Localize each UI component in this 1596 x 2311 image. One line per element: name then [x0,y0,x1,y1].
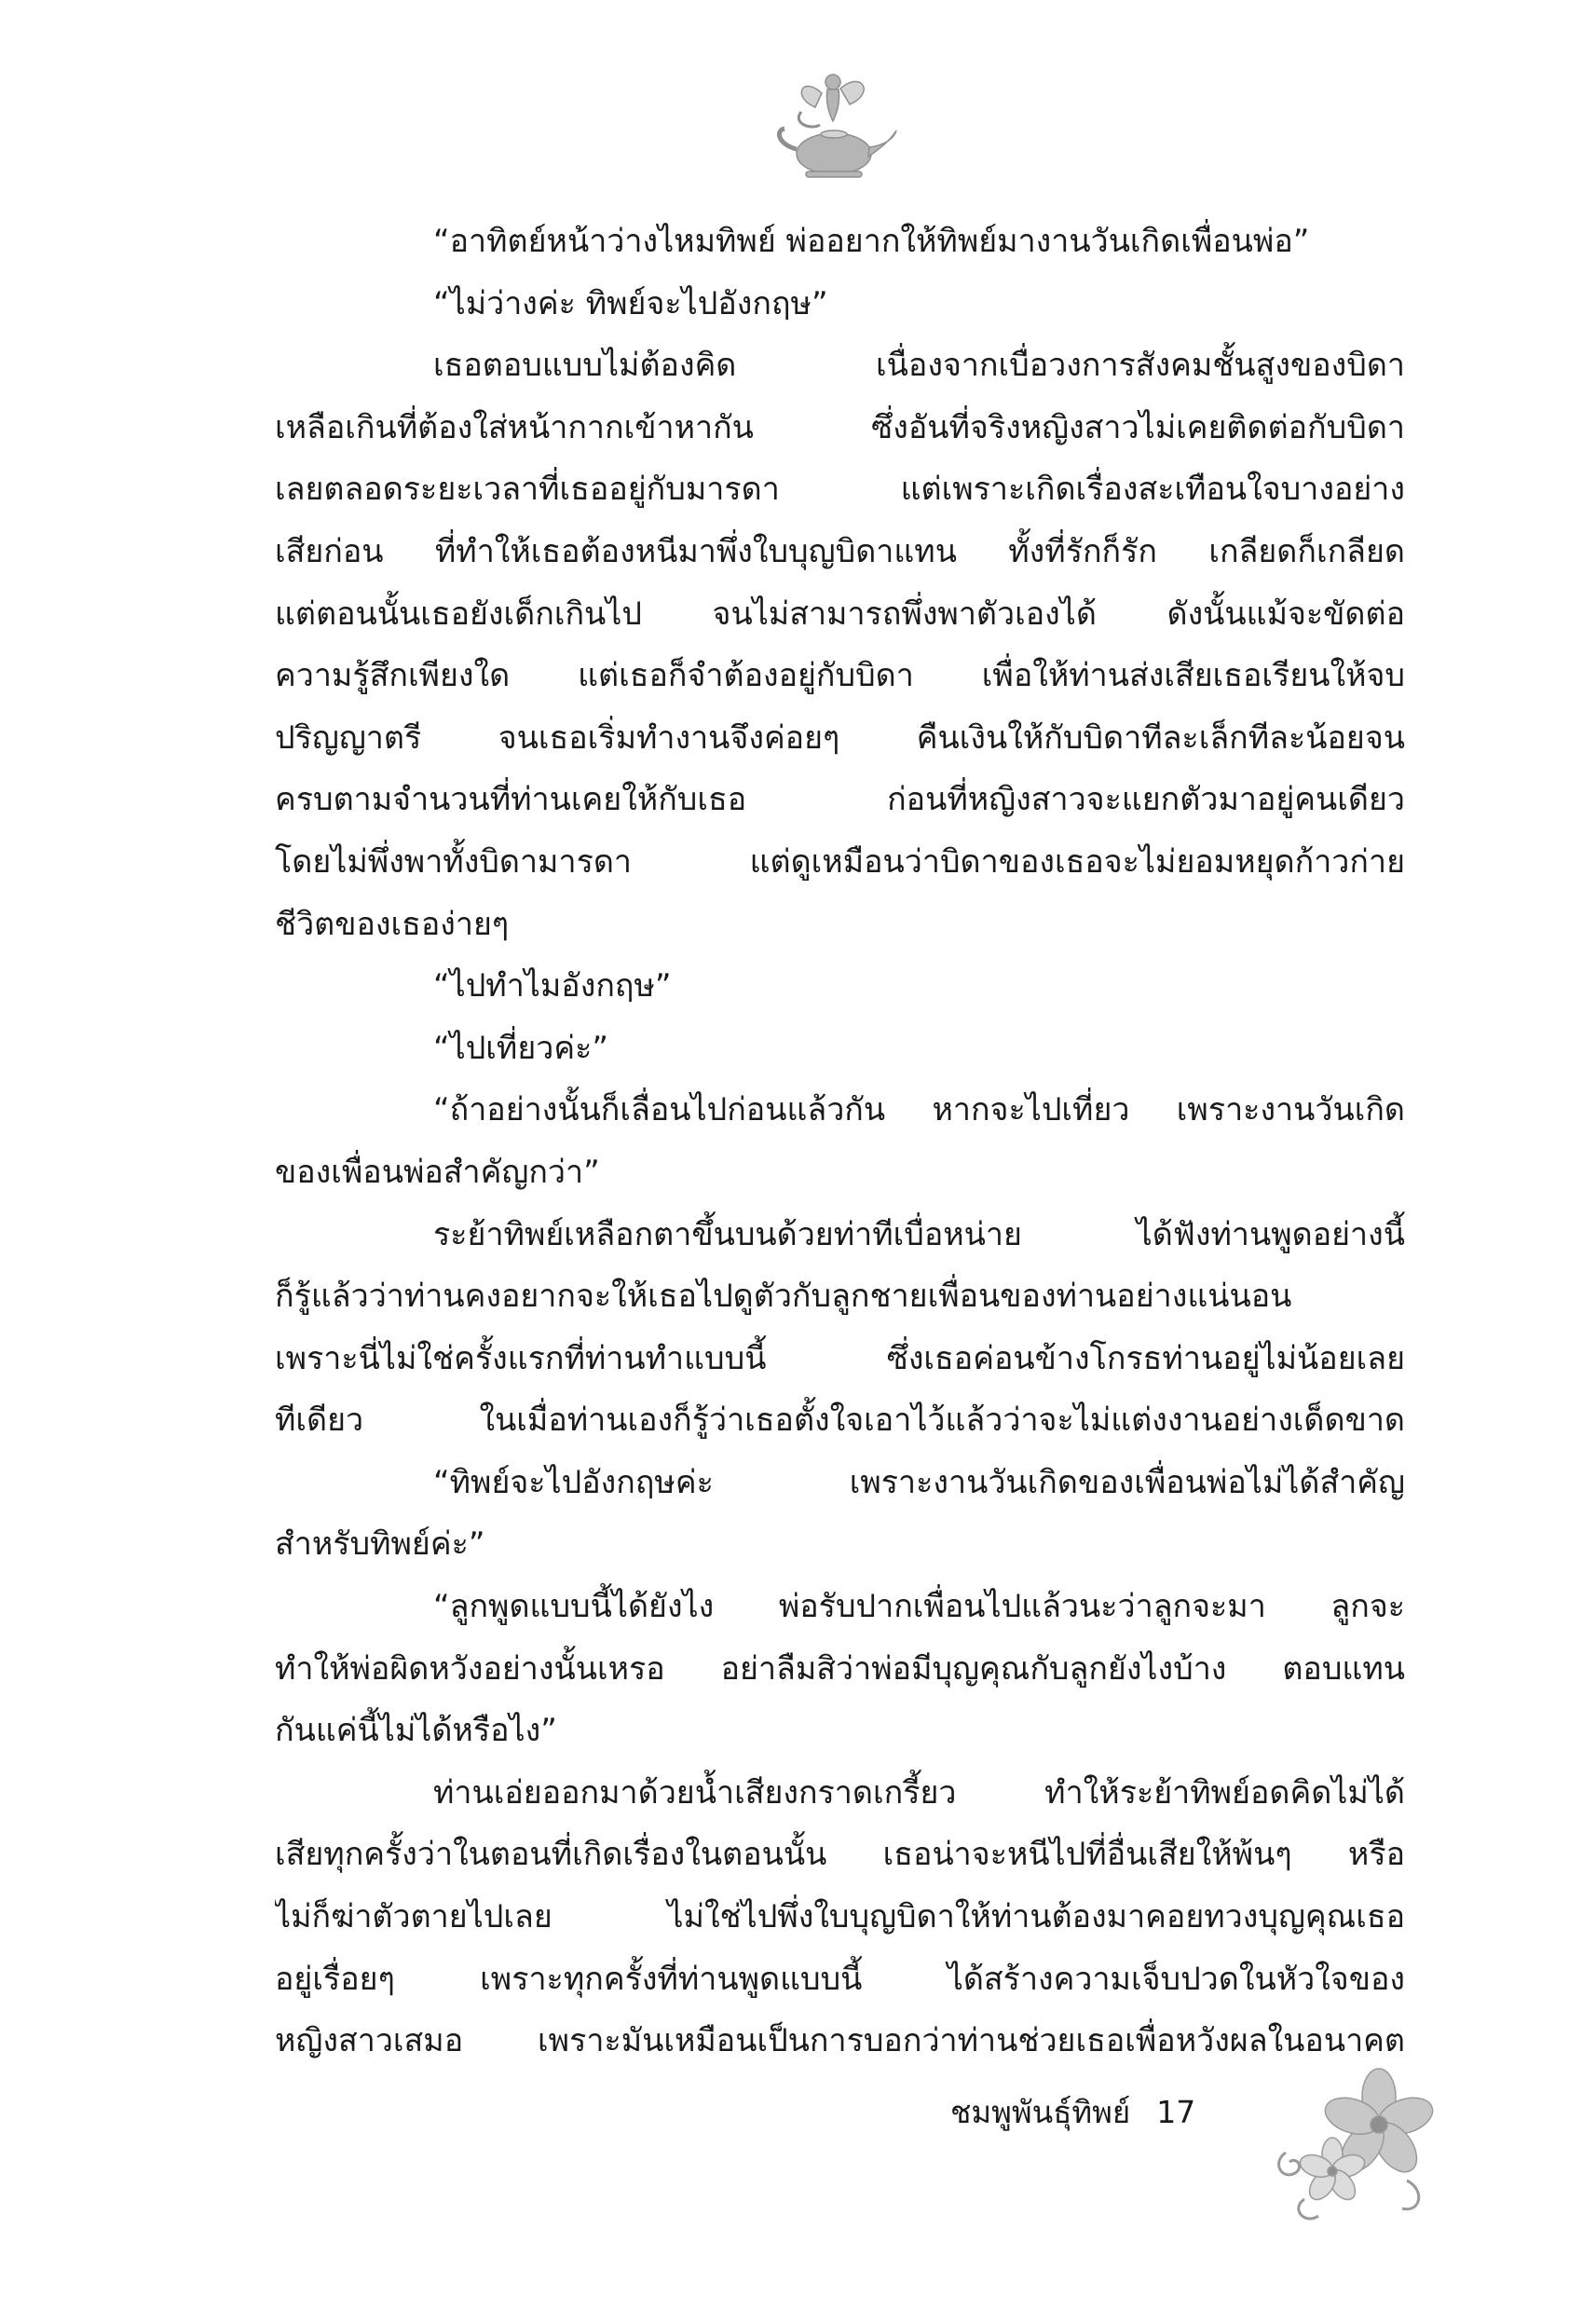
page-footer [950,2089,1195,2136]
paragraph-line: ทีเดียว ในเมื่อท่านเองก็รู้ว่าเธอตั้งใจเอาไว้แล้วว่าจะไม่แต่งงานอย่างเด็ดขาด [275,1402,1405,1440]
flower-icon [1267,2059,1453,2236]
paragraph-line: “ลูกพูดแบบนี้ได้ยังไง พ่อรับปากเพื่อนไปแล้วนะว่าลูกจะมา ลูกจะ [433,1588,1405,1626]
paragraph-line: ทำให้พ่อผิดหวังอย่างนั้นเหรอ อย่าลืมสิว่าพ่อมีบุญคุณกับลูกยังไงบ้าง ตอบแทน [275,1649,1405,1688]
paragraph-line: เหลือเกินที่ต้องใส่หน้ากากเข้าหากัน ซึ่งอันที่จริงหญิงสาวไม่เคยติดต่อกับบิดา [275,408,1405,446]
book-title: ชมพูพันธุ์ทิพย์ [950,2094,1131,2130]
paragraph-line: “อาทิตย์หน้าว่างไหมทิพย์ พ่ออยากให้ทิพย์มางานวันเกิดเพื่อนพ่อ” [433,223,1310,260]
paragraph-line: ปริญญาตรี จนเธอเริ่มทำงานจึงค่อยๆ คืนเงินให้กับบิดาทีละเล็กทีละน้อยจน [275,718,1405,757]
paragraph-line: ระย้าทิพย์เหลือกตาขึ้นบนด้วยท่าทีเบื่อหน่าย ได้ฟังท่านพูดอย่างนี้ [433,1215,1405,1253]
paragraph-line: แต่ตอนนั้นเธอยังเด็กเกินไป จนไม่สามารถพึ่งพาตัวเองได้ ดังนั้นแม้จะขัดต่อ [275,595,1405,633]
paragraph-line: ครบตามจำนวนที่ท่านเคยให้กับเธอ ก่อนที่หญิงสาวจะแยกตัวมาอยู่คนเดียว [275,781,1405,819]
page-number: 17 [1156,2094,1196,2130]
paragraph-line: สำหรับทิพย์ค่ะ” [275,1525,485,1564]
paragraph-line: ชีวิตของเธอง่ายๆ [275,905,510,943]
paragraph-line: เสียทุกครั้งว่าในตอนที่เกิดเรื่องในตอนนั้น เธอน่าจะหนีไปที่อื่นเสียให้พ้นๆ หรือ [275,1836,1405,1874]
paragraph-line: ของเพื่อนพ่อสำคัญกว่า” [275,1153,600,1191]
paragraph-line: อยู่เรื่อยๆ เพราะทุกครั้งที่ท่านพูดแบบนี้ ได้สร้างความเจ็บปวดในหัวใจของ [275,1960,1405,1998]
paragraph-line: “ไม่ว่างค่ะ ทิพย์จะไปอังกฤษ” [433,284,828,322]
paragraph-line: ก็รู้แล้วว่าท่านคงอยากจะให้เธอไปดูตัวกับลูกชายเพื่อนของท่านอย่างแน่นอน [275,1278,1292,1316]
paragraph-line: “ทิพย์จะไปอังกฤษค่ะ เพราะงานวันเกิดของเพื่อนพ่อไม่ได้สำคัญ [433,1463,1405,1501]
paragraph-line: ความรู้สึกเพียงใด แต่เธอก็จำต้องอยู่กับบิดา เพื่อให้ท่านส่งเสียเธอเรียนให้จบ [275,657,1405,695]
paragraph-line: โดยไม่พึ่งพาทั้งบิดามารดา แต่ดูเหมือนว่าบิดาของเธอจะไม่ยอมหยุดก้าวก่าย [275,842,1405,881]
paragraph-line: หญิงสาวเสมอ เพราะมันเหมือนเป็นการบอกว่าท่านช่วยเธอเพื่อหวังผลในอนาคต [275,2022,1405,2060]
paragraph-line: “ไปเที่ยวค่ะ” [433,1029,608,1067]
paragraph-line: เธอตอบแบบไม่ต้องคิด เนื่องจากเบื่อวงการสังคมชั้นสูงของบิดา [433,347,1405,385]
paragraph-line: ท่านเอ่ยออกมาด้วยน้ำเสียงกราดเกรี้ยว ทำให้ระย้าทิพย์อดคิดไม่ได้ [433,1773,1405,1812]
paragraph-line: กันแค่นี้ไม่ได้หรือไง” [275,1712,557,1750]
paragraph-line: เพราะนี่ไม่ใช่ครั้งแรกที่ท่านทำแบบนี้ ซึ่งเธอค่อนข้างโกรธท่านอยู่ไม่น้อยเลย [275,1339,1405,1377]
paragraph-line: ไม่ก็ฆ่าตัวตายไปเลย ไม่ใช่ไปพึ่งใบบุญบิดาให้ท่านต้องมาคอยทวงบุญคุณเธอ [275,1898,1405,1936]
paragraph-line: เสียก่อน ที่ทำให้เธอต้องหนีมาพึ่งใบบุญบิดาแทน ทั้งที่รักก็รัก เกลียดก็เกลียด [275,532,1405,570]
paragraph-line: เลยตลอดระยะเวลาที่เธออยู่กับมารดา แต่เพราะเกิดเรื่องสะเทือนใจบางอย่าง [275,471,1405,509]
body-text [275,211,1405,2072]
paragraph-line: “ถ้าอย่างนั้นก็เลื่อนไปก่อนแล้วกัน หากจะไปเที่ยว เพราะงานวันเกิด [433,1091,1405,1129]
teapot-fairy-icon [764,56,904,196]
paragraph-line: “ไปทำไมอังกฤษ” [433,967,672,1005]
